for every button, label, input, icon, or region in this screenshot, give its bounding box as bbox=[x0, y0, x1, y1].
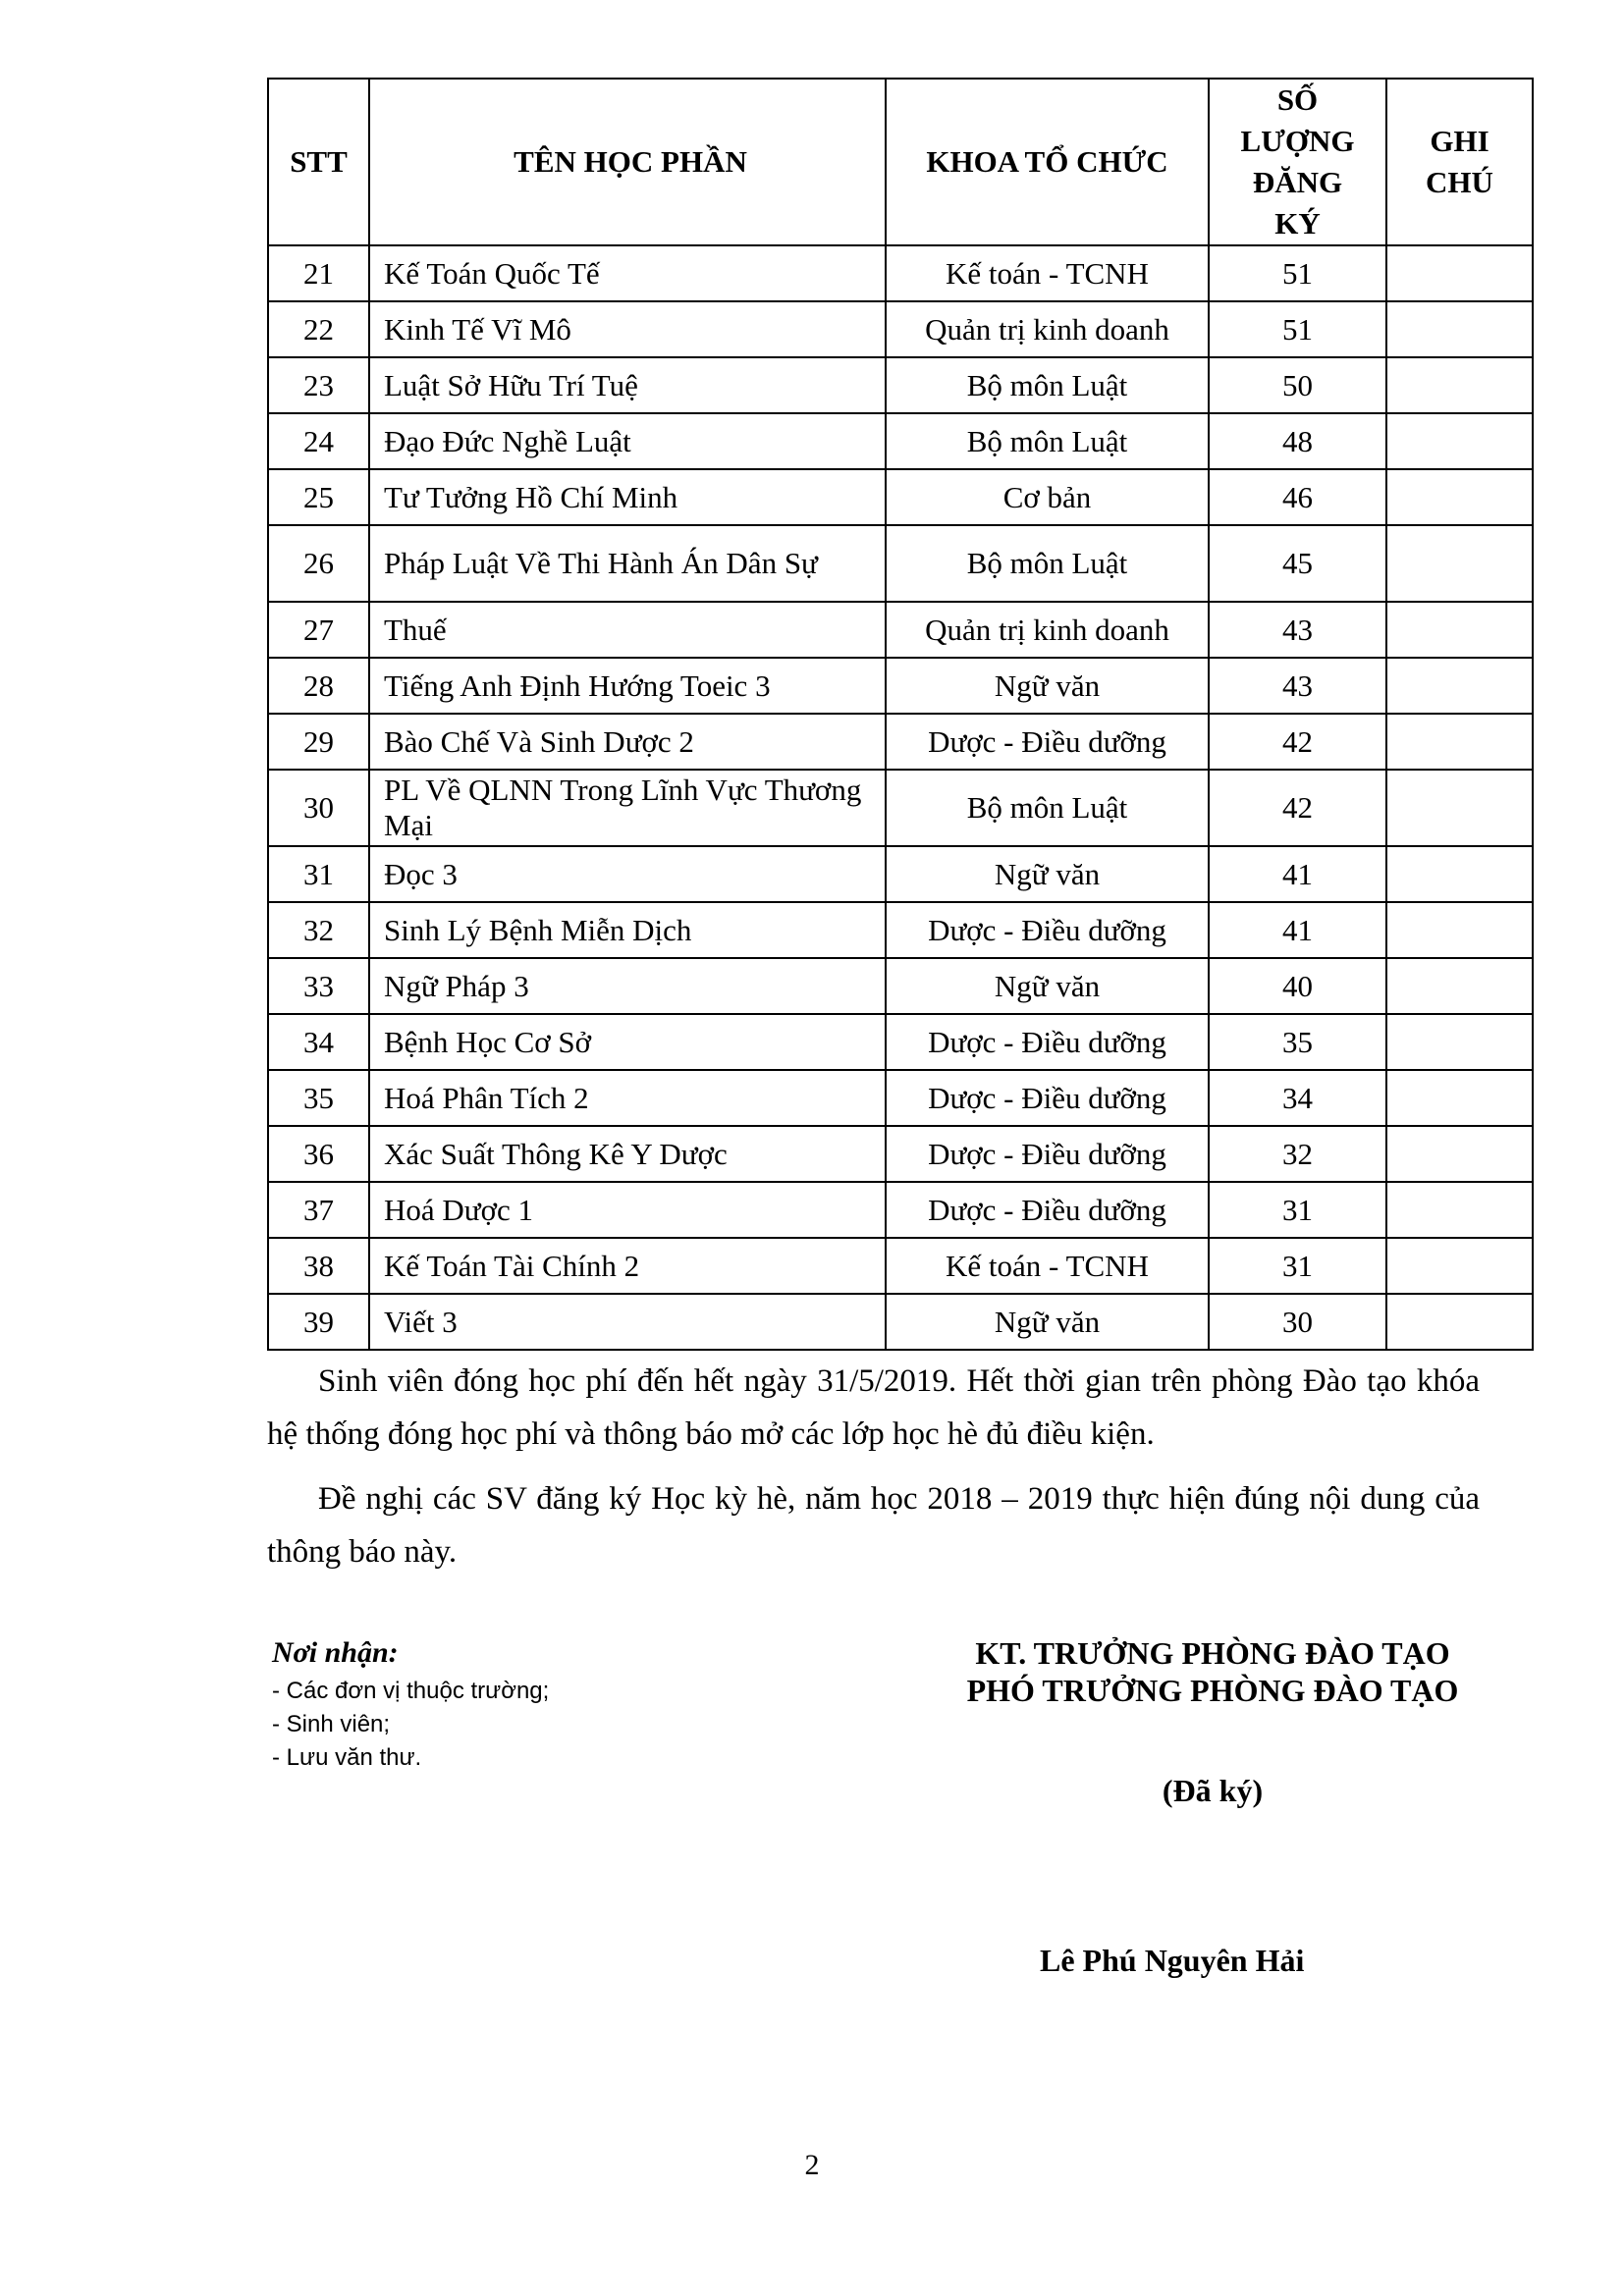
cell-department: Dược - Điều dưỡng bbox=[886, 1182, 1209, 1238]
cell-stt: 27 bbox=[268, 602, 369, 658]
cell-registration-count: 40 bbox=[1209, 958, 1386, 1014]
cell-course-name: Tư Tưởng Hồ Chí Minh bbox=[369, 469, 886, 525]
cell-course-name: Đọc 3 bbox=[369, 846, 886, 902]
cell-note bbox=[1386, 1014, 1533, 1070]
cell-course-name: Hoá Dược 1 bbox=[369, 1182, 886, 1238]
header-count-line: KÝ bbox=[1274, 206, 1321, 240]
cell-course-name: Tiếng Anh Định Hướng Toeic 3 bbox=[369, 658, 886, 714]
table-row bbox=[268, 413, 1533, 469]
cell-registration-count: 42 bbox=[1209, 770, 1386, 846]
cell-note bbox=[1386, 714, 1533, 770]
table-row bbox=[268, 1014, 1533, 1070]
cell-registration-count: 35 bbox=[1209, 1014, 1386, 1070]
cell-department: Dược - Điều dưỡng bbox=[886, 1070, 1209, 1126]
cell-stt: 32 bbox=[268, 902, 369, 958]
table-row bbox=[268, 1238, 1533, 1294]
cell-stt: 29 bbox=[268, 714, 369, 770]
table-row bbox=[268, 1294, 1533, 1350]
cell-department: Dược - Điều dưỡng bbox=[886, 902, 1209, 958]
cell-registration-count: 32 bbox=[1209, 1126, 1386, 1182]
table-row bbox=[268, 846, 1533, 902]
recipient-item: - Lưu văn thư. bbox=[272, 1744, 422, 1771]
cell-stt: 35 bbox=[268, 1070, 369, 1126]
cell-stt: 23 bbox=[268, 357, 369, 413]
signer-name: Lê Phú Nguyên Hải bbox=[1040, 1943, 1305, 1978]
cell-note bbox=[1386, 1182, 1533, 1238]
cell-department: Bộ môn Luật bbox=[886, 525, 1209, 602]
header-note bbox=[1386, 79, 1533, 245]
cell-note bbox=[1386, 301, 1533, 357]
cell-department: Dược - Điều dưỡng bbox=[886, 1014, 1209, 1070]
cell-stt: 39 bbox=[268, 1294, 369, 1350]
cell-registration-count: 34 bbox=[1209, 1070, 1386, 1126]
cell-stt: 28 bbox=[268, 658, 369, 714]
cell-course-name: Bệnh Học Cơ Sở bbox=[369, 1014, 886, 1070]
cell-note bbox=[1386, 357, 1533, 413]
cell-note bbox=[1386, 658, 1533, 714]
table-row bbox=[268, 469, 1533, 525]
cell-registration-count: 31 bbox=[1209, 1238, 1386, 1294]
cell-registration-count: 48 bbox=[1209, 413, 1386, 469]
table-row bbox=[268, 301, 1533, 357]
cell-registration-count: 43 bbox=[1209, 602, 1386, 658]
cell-stt: 31 bbox=[268, 846, 369, 902]
cell-department: Ngữ văn bbox=[886, 846, 1209, 902]
cell-registration-count: 41 bbox=[1209, 846, 1386, 902]
fee-deadline-paragraph: Sinh viên đóng học phí đến hết ngày 31/5/2019. Hết thời gian trên phòng Đào tạo khóa hệ thống đóng học phí và thông báo mở các lớp học hè đủ điều kiện. bbox=[267, 1363, 1480, 1452]
cell-course-name: Luật Sở Hữu Trí Tuệ bbox=[369, 357, 886, 413]
cell-course-name: Ngữ Pháp 3 bbox=[369, 958, 886, 1014]
cell-department: Kế toán - TCNH bbox=[886, 245, 1209, 301]
table-row bbox=[268, 245, 1533, 301]
recipients-list bbox=[272, 1675, 549, 1775]
cell-note bbox=[1386, 1238, 1533, 1294]
cell-department: Bộ môn Luật bbox=[886, 770, 1209, 846]
cell-course-name: Xác Suất Thông Kê Y Dược bbox=[369, 1126, 886, 1182]
cell-course-name: Pháp Luật Về Thi Hành Án Dân Sự bbox=[369, 525, 886, 602]
course-registration-table bbox=[267, 78, 1534, 1351]
cell-registration-count: 45 bbox=[1209, 525, 1386, 602]
cell-course-name: Đạo Đức Nghề Luật bbox=[369, 413, 886, 469]
header-count-line: LƯỢNG bbox=[1240, 124, 1355, 158]
recipients-title: Nơi nhận: bbox=[272, 1636, 399, 1669]
table-row bbox=[268, 958, 1533, 1014]
table-header-row bbox=[268, 79, 1533, 245]
cell-stt: 25 bbox=[268, 469, 369, 525]
cell-department: Ngữ văn bbox=[886, 1294, 1209, 1350]
cell-note bbox=[1386, 1126, 1533, 1182]
cell-note bbox=[1386, 958, 1533, 1014]
cell-note bbox=[1386, 770, 1533, 846]
header-count-line: SỐ bbox=[1276, 82, 1319, 117]
cell-note bbox=[1386, 1070, 1533, 1126]
signed-note: (Đã ký) bbox=[1162, 1773, 1264, 1808]
cell-stt: 36 bbox=[268, 1126, 369, 1182]
cell-registration-count: 43 bbox=[1209, 658, 1386, 714]
cell-note bbox=[1386, 245, 1533, 301]
request-paragraph: Đề nghị các SV đăng ký Học kỳ hè, năm học 2018 – 2019 thực hiện đúng nội dung của thông báo này. bbox=[267, 1481, 1480, 1570]
cell-department: Kế toán - TCNH bbox=[886, 1238, 1209, 1294]
cell-stt: 21 bbox=[268, 245, 369, 301]
cell-course-name: Kinh Tế Vĩ Mô bbox=[369, 301, 886, 357]
table-row bbox=[268, 1182, 1533, 1238]
cell-registration-count: 41 bbox=[1209, 902, 1386, 958]
cell-department: Quản trị kinh doanh bbox=[886, 602, 1209, 658]
cell-registration-count: 42 bbox=[1209, 714, 1386, 770]
cell-stt: 34 bbox=[268, 1014, 369, 1070]
table-row bbox=[268, 714, 1533, 770]
cell-stt: 37 bbox=[268, 1182, 369, 1238]
table-row bbox=[268, 525, 1533, 602]
cell-department: Dược - Điều dưỡng bbox=[886, 1126, 1209, 1182]
cell-note bbox=[1386, 602, 1533, 658]
signature-title-line2: PHÓ TRƯỞNG PHÒNG ĐÀO TẠO bbox=[966, 1673, 1459, 1708]
cell-course-name: PL Về QLNN Trong Lĩnh Vực Thương Mại bbox=[369, 770, 886, 846]
cell-note bbox=[1386, 413, 1533, 469]
table-row bbox=[268, 1070, 1533, 1126]
cell-stt: 33 bbox=[268, 958, 369, 1014]
cell-course-name: Viết 3 bbox=[369, 1294, 886, 1350]
cell-registration-count: 50 bbox=[1209, 357, 1386, 413]
table-row bbox=[268, 1126, 1533, 1182]
cell-stt: 24 bbox=[268, 413, 369, 469]
cell-course-name: Hoá Phân Tích 2 bbox=[369, 1070, 886, 1126]
cell-course-name: Thuế bbox=[369, 602, 886, 658]
header-count-line: ĐĂNG bbox=[1252, 165, 1343, 199]
signature-title-line1: KT. TRƯỞNG PHÒNG ĐÀO TẠO bbox=[975, 1635, 1450, 1671]
header-note-line: GHI bbox=[1430, 124, 1489, 158]
cell-department: Cơ bản bbox=[886, 469, 1209, 525]
cell-course-name: Kế Toán Tài Chính 2 bbox=[369, 1238, 886, 1294]
table-row bbox=[268, 770, 1533, 846]
cell-note bbox=[1386, 1294, 1533, 1350]
recipient-item: - Sinh viên; bbox=[272, 1711, 391, 1737]
cell-course-name: Kế Toán Quốc Tế bbox=[369, 245, 886, 301]
cell-stt: 30 bbox=[268, 770, 369, 846]
cell-department: Bộ môn Luật bbox=[886, 413, 1209, 469]
cell-stt: 26 bbox=[268, 525, 369, 602]
table-row bbox=[268, 602, 1533, 658]
table-body bbox=[268, 245, 1533, 1350]
cell-note bbox=[1386, 469, 1533, 525]
cell-department: Dược - Điều dưỡng bbox=[886, 714, 1209, 770]
cell-note bbox=[1386, 846, 1533, 902]
table-row bbox=[268, 658, 1533, 714]
cell-note bbox=[1386, 902, 1533, 958]
cell-note bbox=[1386, 525, 1533, 602]
cell-registration-count: 51 bbox=[1209, 245, 1386, 301]
cell-registration-count: 30 bbox=[1209, 1294, 1386, 1350]
page-number: 2 bbox=[804, 2149, 820, 2181]
cell-stt: 22 bbox=[268, 301, 369, 357]
cell-registration-count: 51 bbox=[1209, 301, 1386, 357]
cell-department: Ngữ văn bbox=[886, 958, 1209, 1014]
table-row bbox=[268, 357, 1533, 413]
cell-department: Ngữ văn bbox=[886, 658, 1209, 714]
cell-course-name: Bào Chế Và Sinh Dược 2 bbox=[369, 714, 886, 770]
cell-department: Quản trị kinh doanh bbox=[886, 301, 1209, 357]
header-department: KHOA TỔ CHỨC bbox=[886, 79, 1209, 245]
table-row bbox=[268, 902, 1533, 958]
cell-department: Bộ môn Luật bbox=[886, 357, 1209, 413]
header-note-line: CHÚ bbox=[1426, 165, 1493, 199]
header-registration-count bbox=[1209, 79, 1386, 245]
header-stt: STT bbox=[268, 79, 369, 245]
recipient-item: - Các đơn vị thuộc trường; bbox=[272, 1678, 550, 1704]
cell-stt: 38 bbox=[268, 1238, 369, 1294]
header-course-name: TÊN HỌC PHẦN bbox=[369, 79, 886, 245]
cell-course-name: Sinh Lý Bệnh Miễn Dịch bbox=[369, 902, 886, 958]
cell-registration-count: 46 bbox=[1209, 469, 1386, 525]
cell-registration-count: 31 bbox=[1209, 1182, 1386, 1238]
